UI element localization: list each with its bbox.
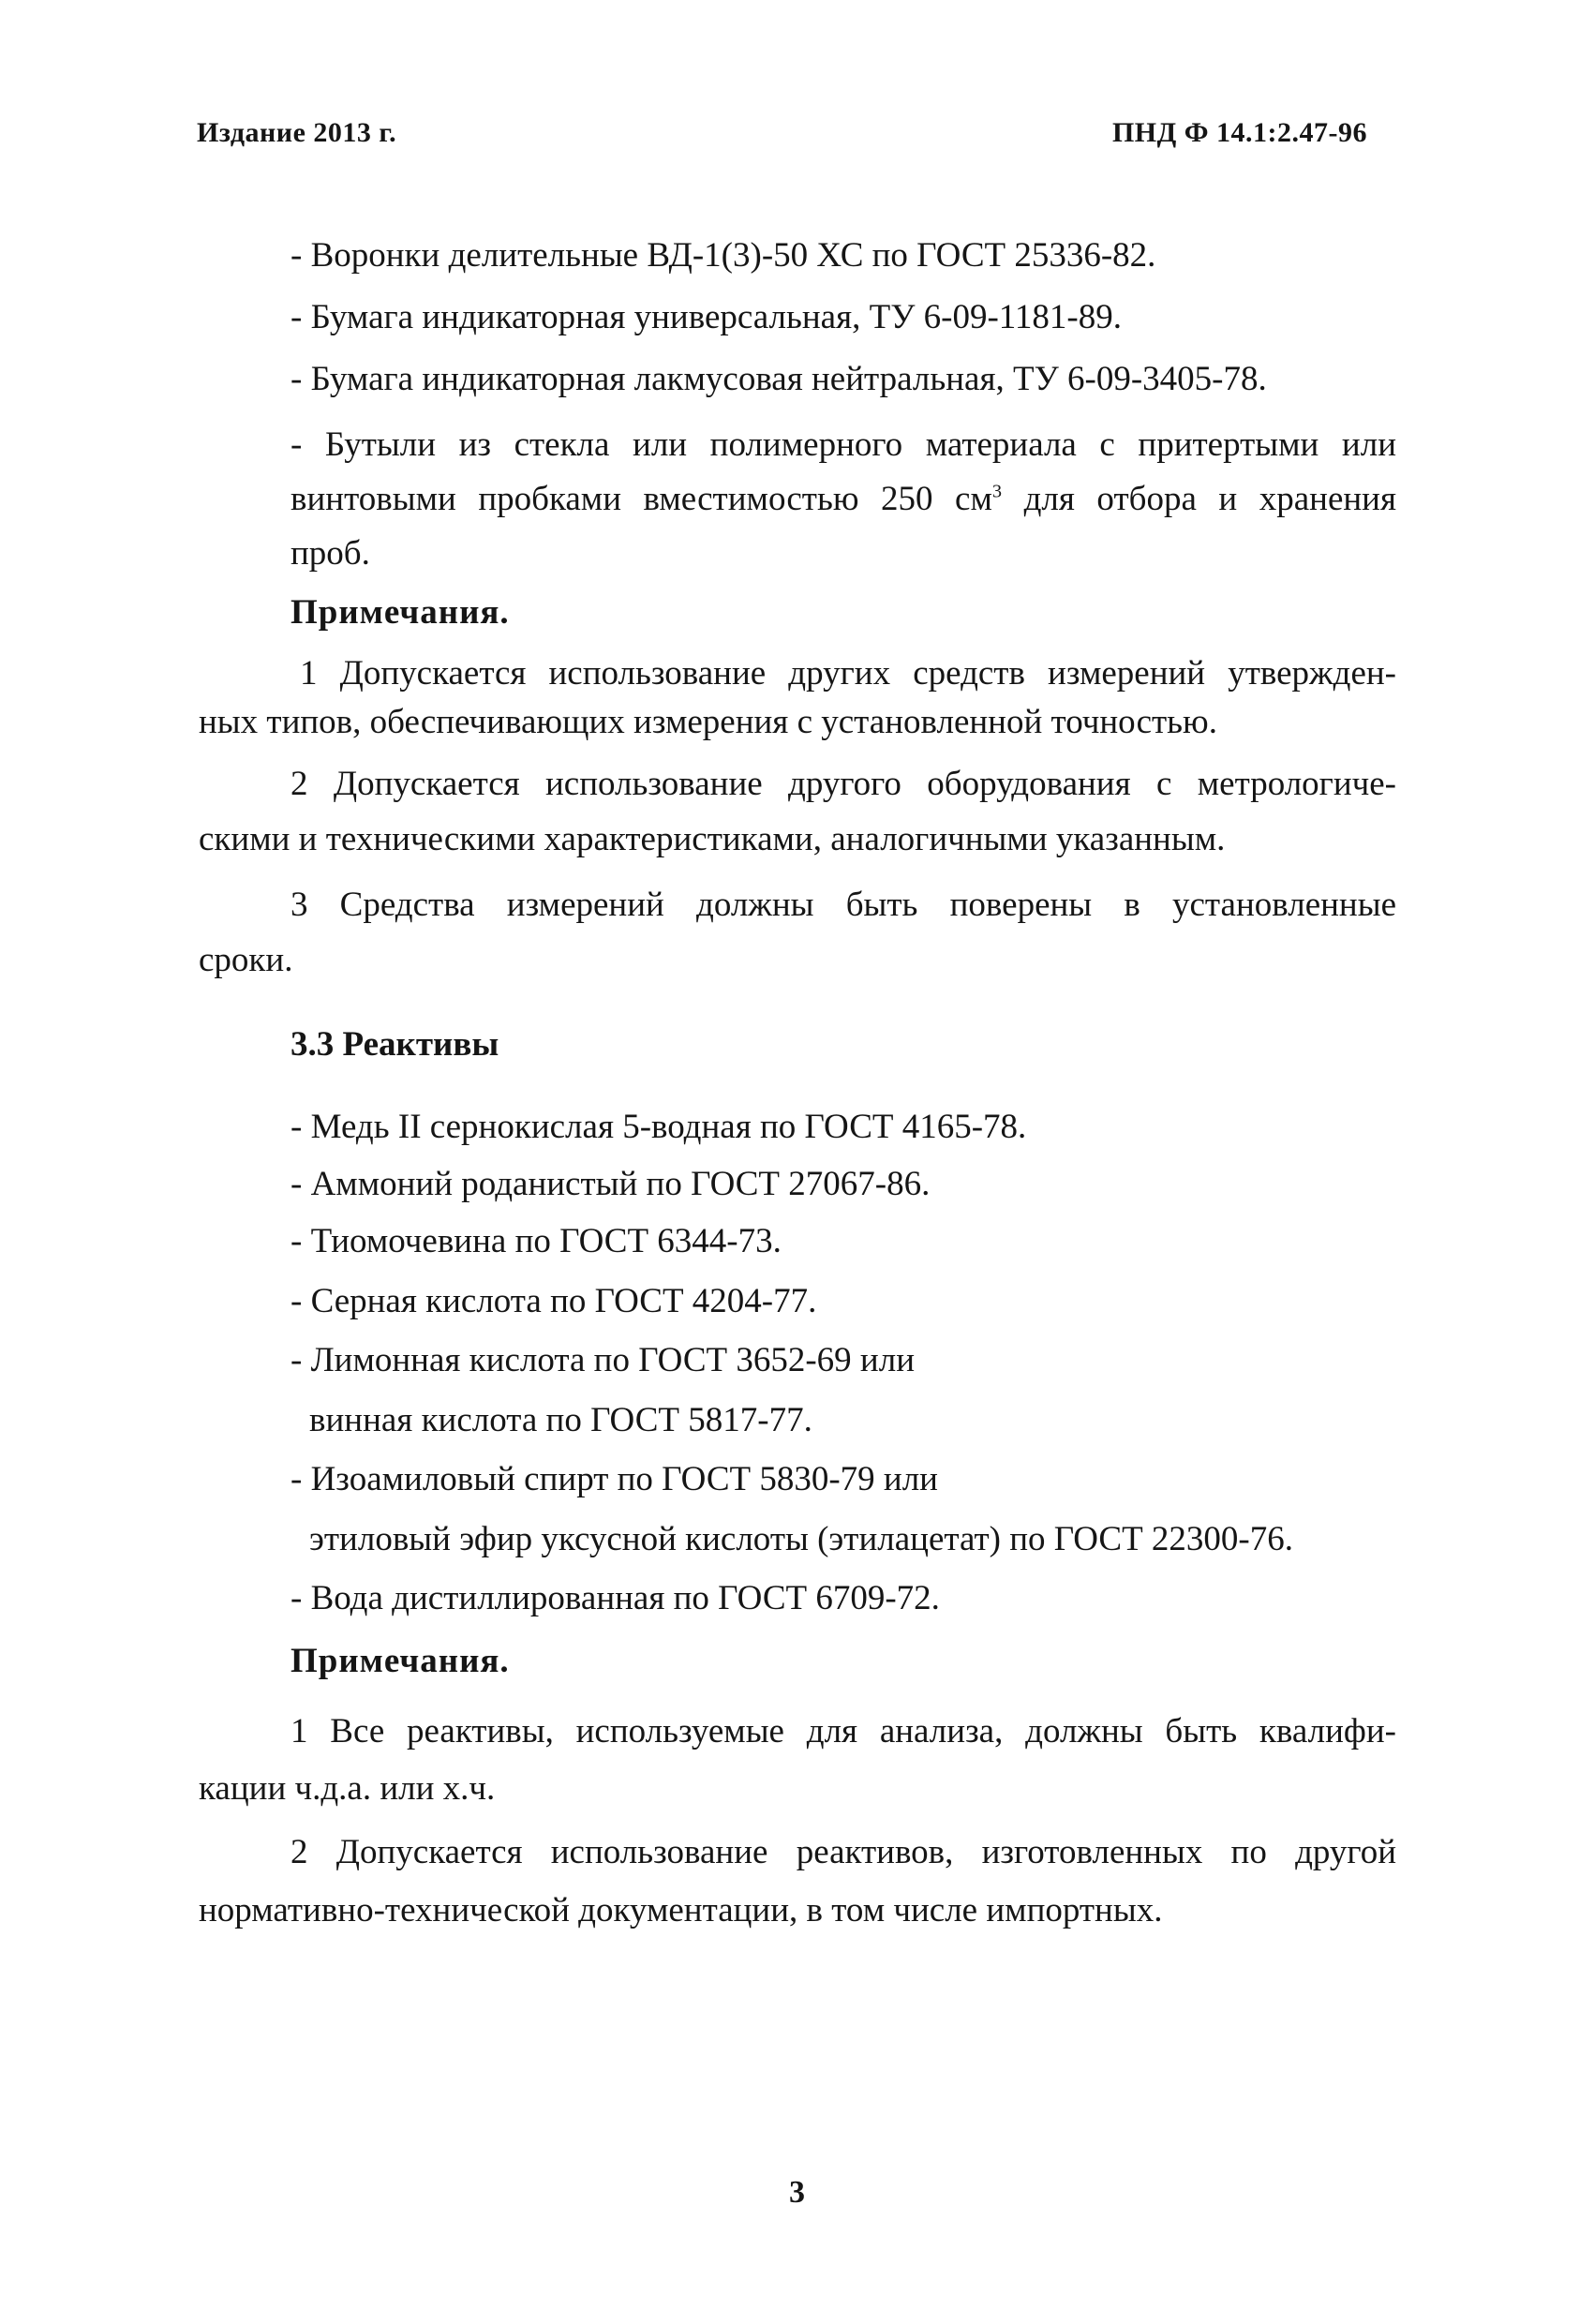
note-1-continuation: кации ч.д.а. или х.ч. — [199, 1769, 496, 1808]
note-3: 3 Средства измерений должны быть поверены в установленные — [290, 886, 1396, 924]
list-item: - Медь II сернокислая 5-водная по ГОСТ 4165-78. — [290, 1108, 1027, 1146]
notes-heading: Примечания. — [290, 1642, 510, 1680]
note-1: 1 Допускается использование других средств измерений утвержден- — [300, 654, 1396, 693]
note-2: 2 Допускается использование реактивов, изготовленных по другой — [290, 1833, 1396, 1871]
note-1-continuation: ных типов, обеспечивающих измерения с установленной точностью. — [199, 703, 1217, 741]
note-1: 1 Все реактивы, используемые для анализа, должны быть квалифи- — [290, 1712, 1396, 1750]
note-2-continuation: скими и техническими характеристиками, аналогичными указанным. — [199, 820, 1226, 858]
list-item-continuation: этиловый эфир уксусной кислоты (этилацетат) по ГОСТ 22300-76. — [309, 1520, 1294, 1558]
list-item: - Бумага индикаторная универсальная, ТУ 6-09-1181-89. — [290, 298, 1122, 336]
list-item-continuation: винная кислота по ГОСТ 5817-77. — [309, 1401, 812, 1439]
section-heading: 3.3 Реактивы — [290, 1025, 499, 1064]
list-item: - Воронки делительные ВД-1(3)-50 ХС по ГОСТ 25336-82. — [290, 236, 1156, 275]
notes-heading: Примечания. — [290, 593, 510, 632]
bottles-text-post: для отбора и хранения — [1002, 480, 1396, 518]
page-number: 3 — [789, 2175, 805, 2210]
superscript-3: 3 — [991, 481, 1003, 502]
list-item-continuation: проб. — [290, 534, 370, 573]
bottles-text-pre: винтовыми пробками вместимостью 250 см — [290, 480, 992, 518]
list-item: - Изоамиловый спирт по ГОСТ 5830-79 или — [290, 1460, 938, 1498]
list-item-continuation — [290, 478, 1396, 521]
note-2: 2 Допускается использование другого оборудования с метрологиче- — [290, 765, 1396, 803]
list-item: - Бутыли из стекла или полимерного материала с притертыми или — [290, 425, 1396, 464]
note-3-continuation: сроки. — [199, 941, 293, 979]
edition-label: Издание 2013 г. — [197, 117, 397, 148]
document-code: ПНД Ф 14.1:2.47-96 — [1111, 117, 1367, 148]
list-item: - Аммоний роданистый по ГОСТ 27067-86. — [290, 1165, 931, 1203]
list-item: - Тиомочевина по ГОСТ 6344-73. — [290, 1222, 782, 1260]
list-item: - Бумага индикаторная лакмусовая нейтральная, ТУ 6-09-3405-78. — [290, 360, 1267, 398]
list-item: - Лимонная кислота по ГОСТ 3652-69 или — [290, 1341, 915, 1379]
list-item: - Вода дистиллированная по ГОСТ 6709-72. — [290, 1579, 940, 1617]
list-item: - Серная кислота по ГОСТ 4204-77. — [290, 1282, 817, 1320]
note-2-continuation: нормативно-технической документации, в том числе импортных. — [199, 1891, 1163, 1929]
